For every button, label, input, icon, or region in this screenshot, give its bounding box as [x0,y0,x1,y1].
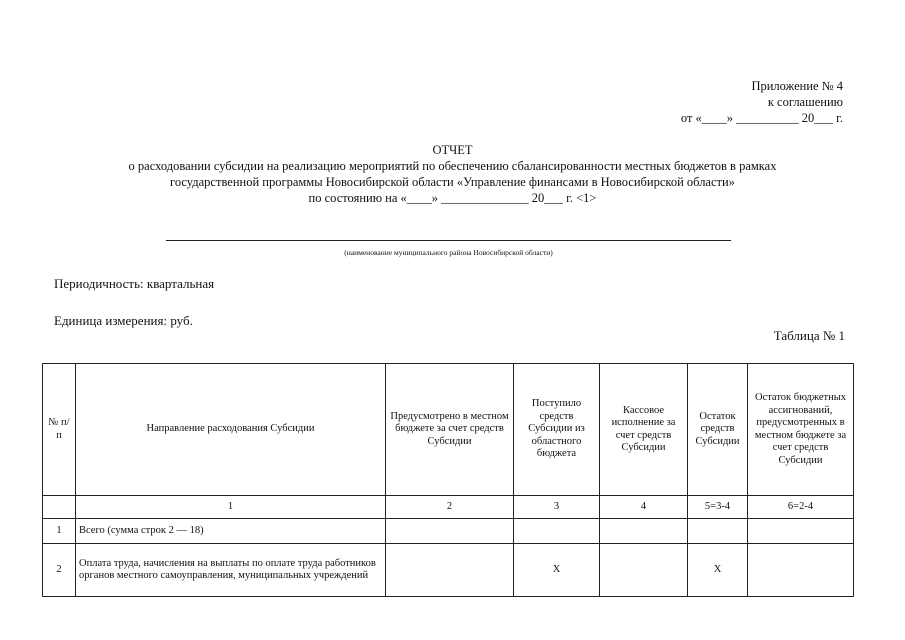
header-cash-execution: Кассовое исполнение за счет средств Субсидии [600,364,688,496]
cell-remaining-funds: Х [688,544,748,597]
cell-remaining-funds[interactable] [688,519,748,544]
header-direction: Направление расходования Субсидии [76,364,386,496]
header-number: № п/п [43,364,76,496]
report-title-line-2: государственной программы Новосибирской области «Управление финансами в Новосибирской области» [170,175,735,189]
table-row [43,519,854,544]
colnum-0 [43,496,76,519]
header-received: Поступило средств Субсидии из областного бюджета [514,364,600,496]
row-number: 1 [43,519,76,544]
appendix-line-1: Приложение № 4 [751,79,843,93]
cell-remaining-allocations[interactable] [748,544,854,597]
row-number: 2 [43,544,76,597]
report-title-line-3: по состоянию на «____» ______________ 20___ г. <1> [308,191,597,205]
colnum-1: 1 [76,496,386,519]
org-name-underline [166,240,731,241]
cell-received[interactable] [514,519,600,544]
table-header-row [43,364,854,496]
table-number-label: Таблица № 1 [773,328,845,343]
cell-cash-execution[interactable] [600,519,688,544]
cell-received: Х [514,544,600,597]
header-remaining-funds: Остаток средств Субсидии [688,364,748,496]
colnum-4: 4 [600,496,688,519]
appendix-line-2: к соглашению [767,95,843,109]
cell-cash-execution[interactable] [600,544,688,597]
colnum-6: 6=2-4 [748,496,854,519]
row-direction: Оплата труда, начисления на выплаты по оплате труда работников органов местного самоуправления, муниципальных учреждений [76,544,386,597]
colnum-5: 5=3-4 [688,496,748,519]
report-heading: ОТЧЕТ [432,143,473,157]
appendix-line-3: от «____» __________ 20___ г. [680,111,843,125]
table-row [43,544,854,597]
unit-label: Единица измерения: руб. [54,313,193,328]
cell-planned[interactable] [386,544,514,597]
header-remaining-allocations: Остаток бюджетных ассигнований, предусмотренных в местном бюджете за счет средств Субсидии [748,364,854,496]
report-title-block [40,142,865,206]
cell-remaining-allocations[interactable] [748,519,854,544]
report-table [42,363,854,597]
header-planned: Предусмотрено в местном бюджете за счет средств Субсидии [386,364,514,496]
org-name-caption: (наименование муниципального района Новосибирской области) [344,248,553,257]
column-numbers-row [43,496,854,519]
appendix-block [681,78,843,126]
colnum-3: 3 [514,496,600,519]
report-title-line-1: о расходовании субсидии на реализацию мероприятий по обеспечению сбалансированности местных бюджетов в рамках [128,159,777,173]
periodicity-label: Периодичность: квартальная [54,276,215,291]
cell-planned[interactable] [386,519,514,544]
colnum-2: 2 [386,496,514,519]
row-direction: Всего (сумма строк 2 — 18) [76,519,386,544]
